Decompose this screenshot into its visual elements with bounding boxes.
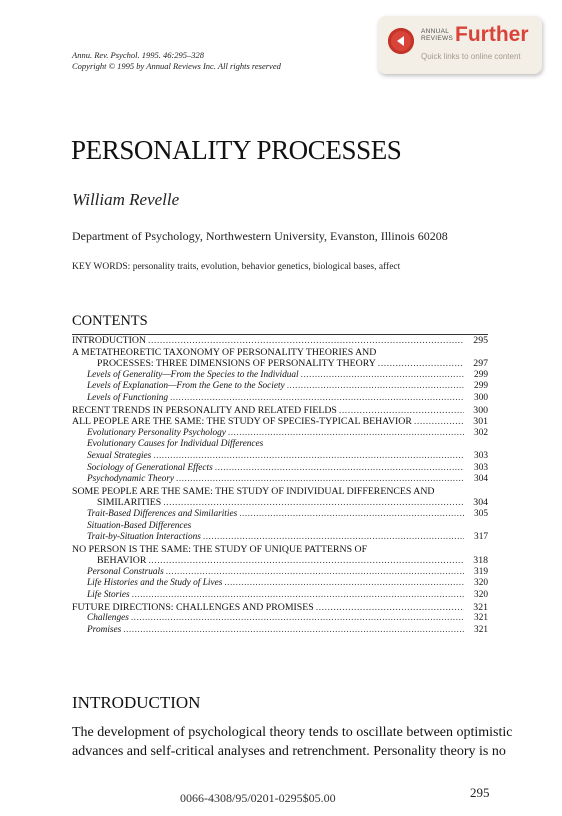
toc-entry[interactable]	[72, 347, 488, 359]
toc-entry-title: Levels of Generality—From the Species to the Individual	[87, 369, 299, 380]
toc-entry[interactable]	[72, 405, 488, 417]
toc-entry-title: PROCESSES: THREE DIMENSIONS OF PERSONALITY THEORY	[97, 358, 376, 370]
toc-entry-title: Promises	[87, 624, 122, 635]
toc-leader-dots	[224, 578, 464, 590]
toc-entry-title: Evolutionary Personality Psychology	[87, 427, 226, 438]
toc-leader-dots	[215, 463, 464, 475]
toc-entry-title: Situation-Based Differences	[87, 520, 192, 531]
journal-citation-block	[72, 50, 281, 72]
toc-entry-page: 299	[474, 381, 488, 392]
toc-entry-title: RECENT TRENDS IN PERSONALITY AND RELATED FIELDS	[72, 404, 337, 416]
toc-entry[interactable]	[72, 451, 488, 463]
toc-entry[interactable]	[72, 567, 488, 579]
toc-leader-dots	[170, 393, 464, 405]
journal-citation: Annu. Rev. Psychol. 1995. 46:295–328	[72, 50, 205, 60]
article-author: William Revelle	[72, 190, 180, 209]
body-line: The development of psychological theory tends to oscillate between optimistic	[72, 725, 513, 740]
toc-entry-title: Challenges	[87, 613, 129, 624]
toc-entry[interactable]	[72, 602, 488, 614]
toc-entry-page: 297	[473, 358, 488, 370]
toc-leader-dots	[132, 590, 464, 602]
further-label: Further	[455, 23, 529, 46]
toc-entry[interactable]	[72, 439, 488, 451]
toc-entry-page: 304	[474, 474, 488, 485]
toc-entry-title: SOME PEOPLE ARE THE SAME: THE STUDY OF INDIVIDUAL DIFFERENCES AND	[72, 485, 435, 497]
toc-entry-page: 305	[474, 508, 488, 519]
toc-entry[interactable]	[72, 416, 488, 428]
toc-leader-dots	[148, 555, 464, 567]
toc-leader-dots	[166, 567, 464, 579]
toc-leader-dots	[339, 405, 464, 417]
introduction-body	[72, 724, 513, 761]
annual-text: ANNUAL	[421, 28, 450, 35]
article-title: PERSONALITY PROCESSES	[71, 135, 402, 165]
toc-entry-page: 304	[473, 497, 488, 509]
toc-entry[interactable]	[72, 521, 488, 533]
toc-entry-title: ALL PEOPLE ARE THE SAME: THE STUDY OF SPECIES-TYPICAL BEHAVIOR	[72, 416, 412, 428]
play-back-icon	[388, 28, 414, 54]
toc-leader-dots	[228, 428, 464, 440]
toc-leader-dots	[203, 532, 464, 544]
toc-leader-dots	[123, 625, 464, 637]
toc-entry[interactable]	[72, 555, 488, 567]
toc-entry[interactable]	[72, 532, 488, 544]
toc-entry-page: 303	[474, 462, 488, 473]
toc-entry-page: 302	[474, 427, 488, 438]
toc-entry[interactable]	[72, 358, 488, 370]
author-affiliation: Department of Psychology, Northwestern University, Evanston, Illinois 60208	[72, 229, 448, 243]
toc-entry-title: Life Histories and the Study of Lives	[87, 578, 223, 589]
toc-leader-dots	[131, 613, 464, 625]
toc-entry[interactable]	[72, 544, 488, 556]
toc-leader-dots	[287, 381, 464, 393]
footer-code: 0066-4308/95/0201-0295$05.00	[180, 791, 336, 805]
toc-entry[interactable]	[72, 578, 488, 590]
toc-entry-page: 318	[473, 555, 488, 567]
toc-entry-title: FUTURE DIRECTIONS: CHALLENGES AND PROMISES	[72, 601, 314, 613]
toc-leader-dots	[301, 370, 464, 382]
body-line: advances and self-critical analyses and retrenchment. Personality theory is no	[72, 743, 506, 759]
toc-entry[interactable]	[72, 590, 488, 602]
toc-entry-title: BEHAVIOR	[97, 555, 147, 567]
toc-entry-title: Trait-Based Differences and Similarities	[87, 508, 238, 519]
toc-entry-page: 300	[474, 392, 488, 403]
toc-entry-page: 303	[474, 450, 488, 461]
toc-leader-dots	[176, 474, 464, 486]
toc-entry[interactable]	[72, 381, 488, 393]
toc-entry[interactable]	[72, 370, 488, 382]
toc-entry-title: Sexual Strategies	[87, 450, 152, 461]
copyright-notice: Copyright © 1995 by Annual Reviews Inc. All rights reserved	[72, 61, 281, 71]
toc-entry[interactable]	[72, 509, 488, 521]
toc-leader-dots	[163, 497, 464, 509]
toc-entry-title: Levels of Functioning	[87, 392, 169, 403]
toc-entry[interactable]	[72, 393, 488, 405]
toc-entry[interactable]	[72, 428, 488, 440]
toc-entry-page: 321	[474, 624, 488, 635]
toc-entry-title: SIMILARITIES	[97, 497, 162, 509]
quick-links-text: Quick links to online content	[421, 52, 521, 61]
toc-entry-title: NO PERSON IS THE SAME: THE STUDY OF UNIQUE PATTERNS OF	[72, 543, 368, 555]
toc-entry-title: INTRODUCTION	[72, 335, 147, 346]
toc-entry[interactable]	[72, 625, 488, 637]
toc-entry-page: 301	[473, 416, 488, 428]
page-number: 295	[470, 785, 490, 800]
toc-entry[interactable]	[72, 474, 488, 486]
toc-entry-title: A METATHEORETIC TAXONOMY OF PERSONALITY THEORIES AND	[72, 346, 377, 358]
further-badge[interactable]	[378, 16, 542, 74]
toc-entry-title: Sociology of Generational Effects	[87, 462, 213, 473]
toc-entry-page: 320	[474, 578, 488, 589]
toc-entry-page: 321	[474, 613, 488, 624]
toc-leader-dots	[239, 509, 464, 521]
toc-entry-page: 320	[474, 590, 488, 601]
toc-entry-page: 321	[473, 601, 488, 613]
toc-entry-title: Psychodynamic Theory	[87, 474, 175, 485]
toc-entry-title: Life Stories	[87, 590, 130, 601]
toc-leader-dots	[148, 335, 464, 347]
toc-entry-title: Levels of Explanation—From the Gene to the Society	[87, 381, 285, 392]
toc-entry[interactable]	[72, 486, 488, 498]
introduction-heading: INTRODUCTION	[72, 693, 201, 712]
toc-entry-title: Trait-by-Situation Interactions	[87, 532, 201, 543]
toc-leader-dots	[378, 358, 464, 370]
contents-heading: CONTENTS	[72, 313, 148, 329]
reviews-text: REVIEWS	[421, 35, 454, 42]
toc-entry[interactable]	[72, 497, 488, 509]
toc-leader-dots	[153, 451, 464, 463]
toc-entry-page: 319	[474, 566, 488, 577]
toc-entry-page: 317	[474, 532, 488, 543]
toc-entry-title: Personal Construals	[87, 566, 164, 577]
toc-entry-page: 295	[473, 335, 488, 346]
toc-entry-page: 300	[473, 404, 488, 416]
toc-leader-dots	[414, 416, 464, 428]
toc-entry-page: 299	[474, 369, 488, 380]
toc-entry[interactable]	[72, 463, 488, 475]
toc-entry[interactable]	[72, 613, 488, 625]
keywords: KEY WORDS: personality traits, evolution, behavior genetics, biological bases, affect	[72, 262, 401, 272]
toc-entry-title: Evolutionary Causes for Individual Differences	[87, 439, 264, 450]
annual-reviews-label	[421, 28, 453, 42]
toc-entry[interactable]	[72, 335, 488, 347]
table-of-contents	[72, 334, 488, 636]
toc-leader-dots	[316, 602, 464, 614]
